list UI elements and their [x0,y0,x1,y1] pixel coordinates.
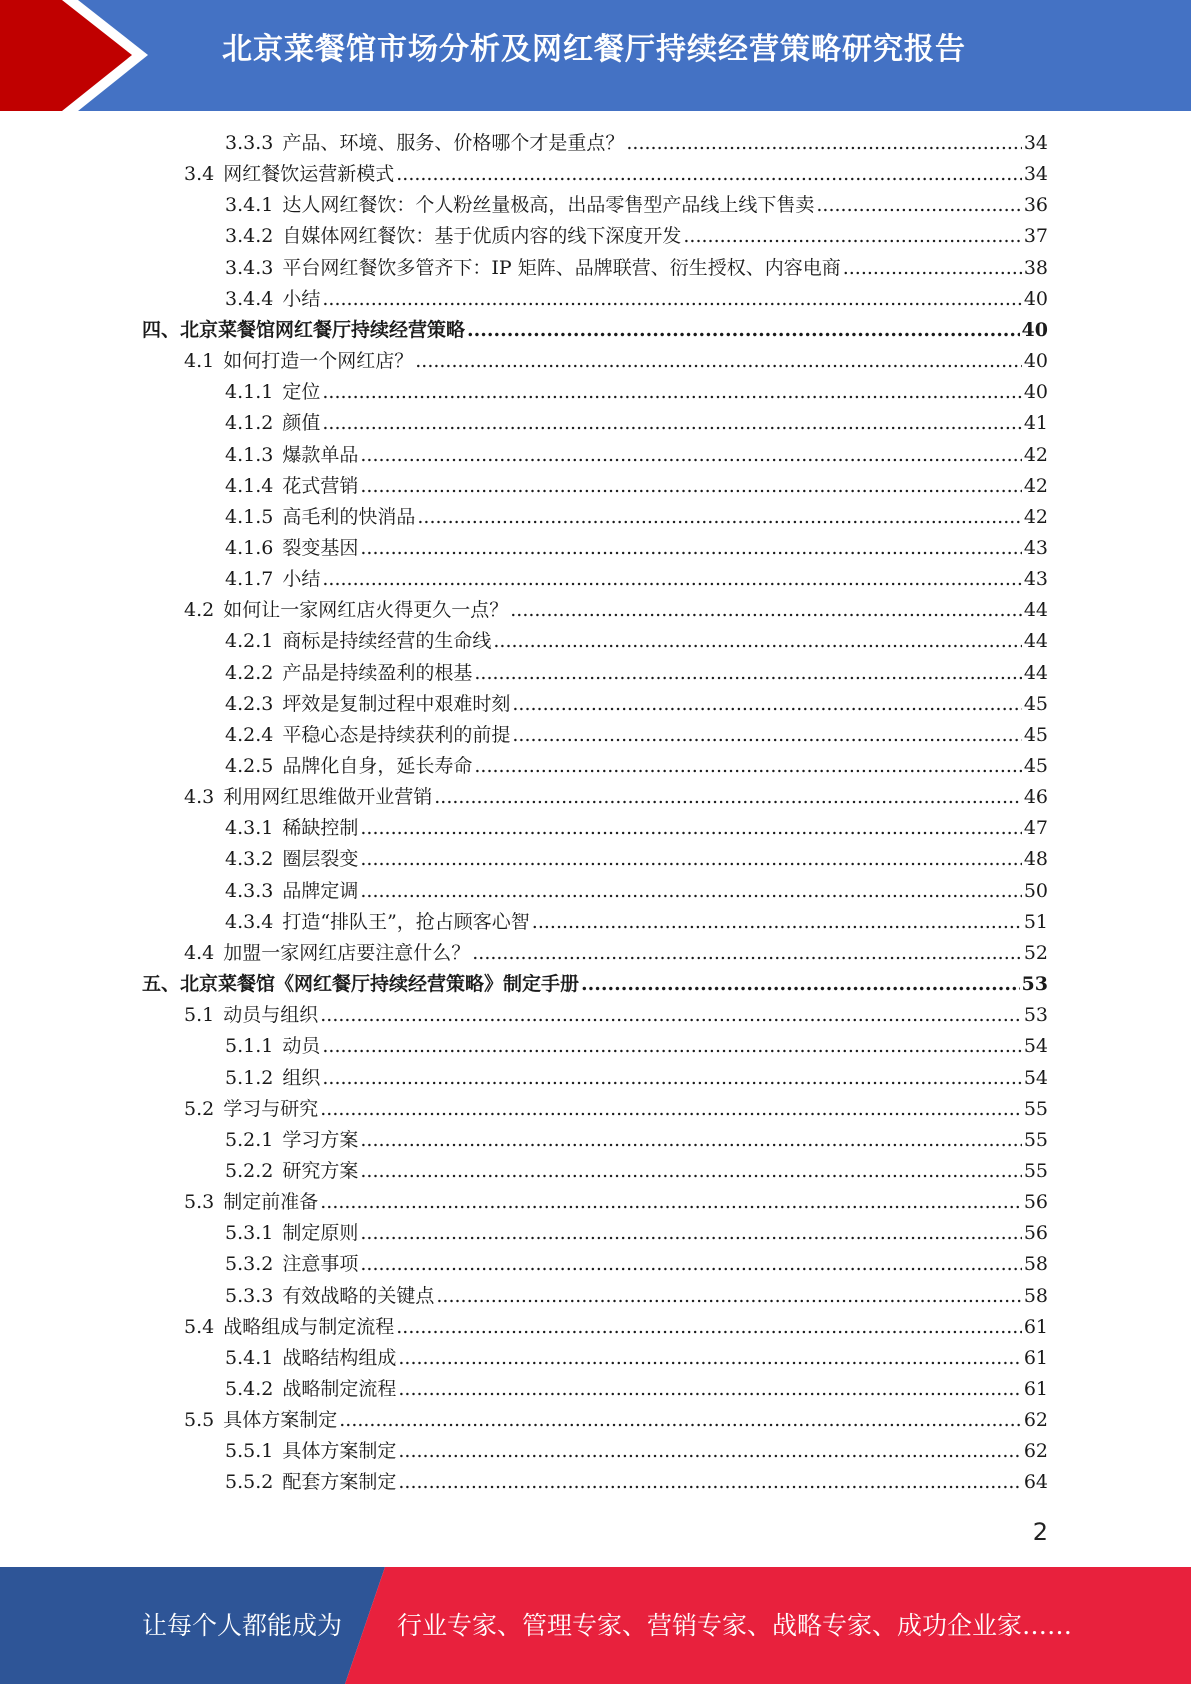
toc-entry-number: 5.4.2 [225,1378,274,1400]
toc-entry-page: 37 [1023,225,1048,247]
toc-entry[interactable] [184,782,1048,813]
toc-entry[interactable] [184,159,1048,190]
toc-entry-page: 61 [1023,1378,1048,1400]
toc-entry-page: 45 [1023,755,1048,777]
toc-entry-title: 自媒体网红餐饮：基于优质内容的线下深度开发 [282,225,682,247]
toc-dot-leader [532,907,1022,938]
toc-entry-page: 34 [1023,132,1048,154]
toc-entry[interactable] [225,1031,1048,1062]
toc-entry-title: 坪效是复制过程中艰难时刻 [282,693,511,715]
toc-entry[interactable] [225,626,1048,657]
toc-entry-number: 4.2 [184,599,215,621]
toc-entry-number: 5.2 [184,1098,215,1120]
toc-entry-number: 5.3.2 [225,1253,274,1275]
toc-entry-title: 五、北京菜餐馆《网红餐厅持续经营策略》制定手册 [142,973,580,995]
toc-dot-leader [360,1249,1021,1280]
document-title: 北京菜餐馆市场分析及网红餐厅持续经营策略研究报告 [222,32,966,67]
toc-entry-page: 43 [1023,537,1048,559]
toc-entry-number: 5.2.2 [225,1160,274,1182]
toc-entry-page: 38 [1023,257,1048,279]
toc-dot-leader [472,938,1022,969]
toc-dot-leader [816,190,1021,221]
toc-dot-leader [360,471,1021,502]
toc-dot-leader [322,1063,1021,1094]
toc-dot-leader [320,1000,1022,1031]
toc-entry-page: 40 [1023,350,1048,372]
toc-entry-title: 配套方案制定 [282,1471,397,1493]
toc-dot-leader [417,502,1021,533]
toc-entry-page: 55 [1023,1160,1048,1182]
toc-entry[interactable] [184,346,1048,377]
toc-entry[interactable] [225,1156,1048,1187]
toc-entry-page: 40 [1023,288,1048,310]
toc-entry-number: 3.4 [184,163,215,185]
page-footer [0,1567,1191,1684]
toc-dot-leader [360,1218,1021,1249]
toc-entry[interactable] [184,1187,1048,1218]
toc-entry-number: 4.1.1 [225,381,274,403]
toc-entry-number: 5.4 [184,1316,215,1338]
toc-entry[interactable] [184,1405,1048,1436]
toc-entry-number: 4.2.2 [225,662,274,684]
toc-entry-title: 四、北京菜餐馆网红餐厅持续经营策略 [142,319,466,341]
toc-dot-leader [436,1281,1021,1312]
toc-entry-title: 打造“排队王”，抢占顾客心智 [282,911,530,933]
toc-dot-leader [474,658,1021,689]
toc-entry-page: 41 [1023,412,1048,434]
toc-entry-title: 品牌化自身，延长寿命 [282,755,473,777]
toc-entry[interactable] [225,533,1048,564]
toc-entry-page: 40 [1021,319,1048,341]
toc-entry-page: 44 [1023,599,1048,621]
toc-entry-number: 4.3.4 [225,911,274,933]
toc-entry[interactable] [225,1343,1048,1374]
toc-dot-leader [339,1405,1022,1436]
toc-entry-page: 56 [1023,1222,1048,1244]
toc-entry-title: 战略制定流程 [282,1378,397,1400]
toc-entry-number: 5.3.3 [225,1285,274,1307]
toc-entry-page: 52 [1023,942,1048,964]
toc-dot-leader [467,315,1020,346]
toc-entry-page: 54 [1023,1067,1048,1089]
toc-entry-page: 36 [1023,194,1048,216]
toc-entry-number: 4.1.5 [225,506,274,528]
toc-entry-number: 5.3.1 [225,1222,274,1244]
toc-entry-number: 5.2.1 [225,1129,274,1151]
toc-entry-number: 4.2.5 [225,755,274,777]
toc-dot-leader [415,346,1022,377]
toc-entry[interactable] [225,1218,1048,1249]
toc-entry-page: 51 [1023,911,1048,933]
toc-entry-title: 网红餐饮运营新模式 [223,163,395,185]
toc-entry-number: 4.4 [184,942,215,964]
toc-entry-title: 学习方案 [282,1129,359,1151]
toc-entry-page: 58 [1023,1285,1048,1307]
toc-entry-title: 制定原则 [282,1222,359,1244]
toc-entry[interactable] [225,377,1048,408]
toc-entry[interactable] [225,720,1048,751]
toc-entry-title: 产品是持续盈利的根基 [282,662,473,684]
toc-entry-number: 4.2.1 [225,630,274,652]
toc-entry-title: 高毛利的快消品 [282,506,416,528]
toc-entry-title: 圈层裂变 [282,848,359,870]
toc-dot-leader [396,1312,1022,1343]
toc-entry-page: 40 [1023,381,1048,403]
toc-entry[interactable] [225,284,1048,315]
toc-dot-leader [512,689,1021,720]
toc-entry[interactable] [184,1000,1048,1031]
toc-dot-leader [322,408,1021,439]
toc-entry-title: 平台网红餐饮多管齐下：IP 矩阵、品牌联营、衍生授权、内容电商 [282,257,841,279]
toc-entry-title: 小结 [282,288,321,310]
toc-entry-number: 4.3.3 [225,880,274,902]
toc-entry[interactable] [225,1374,1048,1405]
toc-entry-number: 3.4.1 [225,194,274,216]
toc-entry[interactable] [225,751,1048,782]
toc-dot-leader [512,720,1021,751]
toc-entry[interactable] [225,813,1048,844]
toc-entry[interactable] [225,253,1048,284]
toc-entry-number: 4.1.6 [225,537,274,559]
toc-entry-number: 3.4.3 [225,257,274,279]
toc-entry-title: 组织 [282,1067,321,1089]
toc-dot-leader [360,1156,1021,1187]
toc-entry-title: 注意事项 [282,1253,359,1275]
toc-entry[interactable] [225,1436,1048,1467]
toc-entry-title: 如何打造一个网红店？ [223,350,414,372]
toc-entry-number: 5.3 [184,1191,215,1213]
toc-entry-number: 4.1.4 [225,475,274,497]
toc-entry[interactable] [225,128,1048,159]
toc-entry-title: 如何让一家网红店火得更久一点？ [223,599,509,621]
toc-entry-title: 利用网红思维做开业营销 [223,786,433,808]
toc-entry-title: 商标是持续经营的生命线 [282,630,492,652]
toc-entry[interactable] [225,1467,1048,1498]
toc-entry-page: 34 [1023,163,1048,185]
page-number: 2 [1032,1518,1048,1546]
toc-entry-number: 4.1.2 [225,412,274,434]
toc-entry[interactable] [225,408,1048,439]
toc-entry[interactable] [225,1281,1048,1312]
toc-entry-title: 有效战略的关键点 [282,1285,435,1307]
toc-entry[interactable] [225,564,1048,595]
toc-entry-page: 53 [1023,1004,1048,1026]
toc-dot-leader [493,626,1021,657]
toc-entry[interactable] [225,440,1048,471]
toc-entry[interactable] [184,1094,1048,1125]
toc-entry-page: 62 [1023,1440,1048,1462]
toc-dot-leader [581,969,1020,1000]
toc-entry-page: 54 [1023,1035,1048,1057]
toc-entry-number: 4.3 [184,786,215,808]
toc-dot-leader [320,1094,1022,1125]
toc-entry-page: 44 [1023,662,1048,684]
footer-slogan-right: 行业专家、管理专家、营销专家、战略专家、成功企业家…… [397,1611,1073,1640]
toc-entry[interactable] [225,689,1048,720]
toc-dot-leader [398,1467,1021,1498]
toc-entry-page: 46 [1023,786,1048,808]
toc-entry-page: 55 [1023,1098,1048,1120]
toc-entry[interactable] [225,1125,1048,1156]
toc-entry-page: 47 [1023,817,1048,839]
toc-entry-number: 4.2.3 [225,693,274,715]
toc-entry-page: 43 [1023,568,1048,590]
toc-entry[interactable] [184,938,1048,969]
toc-entry-title: 研究方案 [282,1160,359,1182]
toc-entry-number: 4.1.7 [225,568,274,590]
toc-entry-title: 平稳心态是持续获利的前提 [282,724,511,746]
toc-entry-page: 42 [1023,506,1048,528]
toc-entry-title: 具体方案制定 [282,1440,397,1462]
toc-entry-title: 裂变基因 [282,537,359,559]
toc-dot-leader [398,1374,1021,1405]
toc-entry-title: 定位 [282,381,321,403]
toc-entry-title: 加盟一家网红店要注意什么？ [223,942,471,964]
toc-entry-page: 61 [1023,1316,1048,1338]
toc-dot-leader [360,844,1021,875]
toc-entry-title: 动员与组织 [223,1004,319,1026]
toc-entry[interactable] [225,471,1048,502]
toc-dot-leader [360,533,1021,564]
toc-dot-leader [398,1343,1021,1374]
toc-entry-title: 战略组成与制定流程 [223,1316,395,1338]
toc-entry-page: 58 [1023,1253,1048,1275]
toc-entry-page: 62 [1023,1409,1048,1431]
toc-entry-title: 品牌定调 [282,880,359,902]
toc-entry[interactable] [142,315,1048,346]
toc-entry-number: 4.1.3 [225,444,274,466]
toc-dot-leader [474,751,1021,782]
toc-entry-number: 5.5.2 [225,1471,274,1493]
toc-entry-page: 64 [1023,1471,1048,1493]
toc-entry[interactable] [184,595,1048,626]
toc-entry-page: 61 [1023,1347,1048,1369]
toc-dot-leader [396,159,1022,190]
toc-entry-page: 55 [1023,1129,1048,1151]
toc-entry-number: 5.5 [184,1409,215,1431]
toc-entry-title: 产品、环境、服务、价格哪个才是重点？ [282,132,625,154]
toc-entry-page: 53 [1021,973,1048,995]
toc-entry[interactable] [225,907,1048,938]
toc-dot-leader [322,284,1021,315]
toc-entry[interactable] [225,844,1048,875]
footer-slogan-left: 让每个人都能成为 [142,1611,343,1640]
toc-dot-leader [360,876,1021,907]
toc-entry[interactable] [184,1312,1048,1343]
toc-entry[interactable] [225,190,1048,221]
toc-entry[interactable] [225,1249,1048,1280]
toc-entry-page: 44 [1023,630,1048,652]
toc-entry-page: 45 [1023,693,1048,715]
toc-entry-title: 战略结构组成 [282,1347,397,1369]
toc-entry-number: 4.3.2 [225,848,274,870]
toc-entry-title: 爆款单品 [282,444,359,466]
toc-entry[interactable] [225,221,1048,252]
toc-dot-leader [360,440,1021,471]
toc-entry-title: 花式营销 [282,475,359,497]
toc-entry-number: 5.1.2 [225,1067,274,1089]
toc-entry-title: 达人网红餐饮：个人粉丝量极高，出品零售型产品线上线下售卖 [282,194,815,216]
page-header [0,0,1191,111]
toc-entry-number: 3.3.3 [225,132,274,154]
toc-entry-page: 42 [1023,475,1048,497]
toc-entry-title: 学习与研究 [223,1098,319,1120]
toc-entry-number: 4.2.4 [225,724,274,746]
toc-dot-leader [320,1187,1022,1218]
toc-entry[interactable] [225,502,1048,533]
toc-entry[interactable] [225,658,1048,689]
toc-entry[interactable] [225,1063,1048,1094]
toc-dot-leader [360,1125,1021,1156]
toc-entry-page: 56 [1023,1191,1048,1213]
toc-entry-number: 5.5.1 [225,1440,274,1462]
toc-entry-number: 3.4.4 [225,288,274,310]
toc-entry-number: 4.3.1 [225,817,274,839]
toc-entry-title: 制定前准备 [223,1191,319,1213]
toc-entry-number: 5.1.1 [225,1035,274,1057]
toc-entry-title: 具体方案制定 [223,1409,338,1431]
toc-entry-number: 5.1 [184,1004,215,1026]
toc-entry-page: 42 [1023,444,1048,466]
toc-dot-leader [510,595,1022,626]
toc-dot-leader [322,1031,1021,1062]
toc-dot-leader [683,221,1021,252]
toc-dot-leader [434,782,1022,813]
toc-entry-page: 48 [1023,848,1048,870]
toc-entry-title: 稀缺控制 [282,817,359,839]
toc-entry[interactable] [142,969,1048,1000]
toc-entry-number: 5.4.1 [225,1347,274,1369]
toc-entry-page: 45 [1023,724,1048,746]
toc-entry-number: 4.1 [184,350,215,372]
toc-dot-leader [843,253,1022,284]
toc-entry-page: 50 [1023,880,1048,902]
toc-entry-title: 颜值 [282,412,321,434]
toc-dot-leader [626,128,1021,159]
toc-entry[interactable] [225,876,1048,907]
toc-dot-leader [322,377,1021,408]
toc-entry-title: 动员 [282,1035,321,1057]
toc-entry-title: 小结 [282,568,321,590]
toc-entry-number: 3.4.2 [225,225,274,247]
toc-dot-leader [322,564,1021,595]
toc-dot-leader [398,1436,1021,1467]
toc-dot-leader [360,813,1021,844]
